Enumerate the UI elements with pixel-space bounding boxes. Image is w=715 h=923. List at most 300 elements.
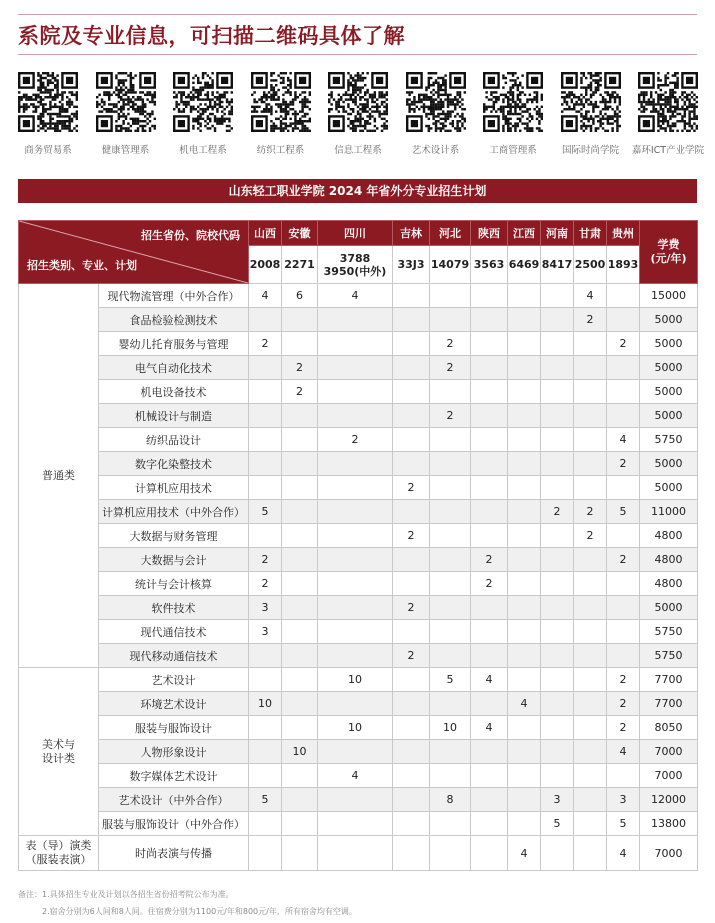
- province-header: 河南: [541, 221, 574, 246]
- department-label: 嘉环ICT产业学院: [631, 145, 705, 156]
- plan-count: 2: [607, 452, 640, 476]
- plan-count: 2: [249, 572, 282, 596]
- province-header: 甘肃: [574, 221, 607, 246]
- plan-count: [508, 740, 541, 764]
- school-code: 3563: [471, 246, 508, 284]
- plan-count: [574, 404, 607, 428]
- qr-code-icon: [173, 72, 233, 132]
- plan-count: [508, 620, 541, 644]
- plan-count: [393, 452, 430, 476]
- plan-count: [541, 764, 574, 788]
- plan-count: [318, 740, 393, 764]
- plan-count: [318, 500, 393, 524]
- department-label: 信息工程系: [334, 145, 382, 156]
- plan-count: [282, 452, 318, 476]
- plan-count: [574, 764, 607, 788]
- enrollment-plan-table: [18, 220, 698, 871]
- table-row: [19, 644, 698, 668]
- plan-count: 8: [430, 788, 471, 812]
- plan-count: 2: [318, 428, 393, 452]
- department-label: 国际时尚学院: [561, 145, 619, 156]
- plan-count: [393, 308, 430, 332]
- category-cell: [19, 836, 99, 871]
- plan-count: [574, 332, 607, 356]
- fee-header: [640, 221, 698, 284]
- plan-count: 2: [607, 692, 640, 716]
- plan-count: 2: [393, 476, 430, 500]
- plan-count: [393, 716, 430, 740]
- tuition-fee: 7700: [640, 692, 698, 716]
- plan-count: [318, 692, 393, 716]
- top-divider: [18, 14, 697, 15]
- plan-count: [249, 452, 282, 476]
- plan-count: [430, 476, 471, 500]
- footnotes: [18, 886, 357, 920]
- plan-count: 2: [430, 404, 471, 428]
- tuition-fee: 4800: [640, 548, 698, 572]
- table-row: [19, 764, 698, 788]
- tuition-fee: 7000: [640, 836, 698, 871]
- plan-count: [282, 596, 318, 620]
- category-cell: [19, 668, 99, 836]
- category-cell: [19, 284, 99, 668]
- plan-count: [508, 356, 541, 380]
- plan-count: [471, 596, 508, 620]
- plan-count: [430, 836, 471, 871]
- school-code-line: 3950(中外): [323, 264, 387, 278]
- major-name: 艺术设计（中外合作）: [99, 788, 249, 812]
- plan-count: 2: [393, 596, 430, 620]
- province-header: 贵州: [607, 221, 640, 246]
- plan-count: 4: [471, 716, 508, 740]
- school-code: 2271: [282, 246, 318, 284]
- table-row: [19, 716, 698, 740]
- corner-top-label: 招生省份、院校代码: [141, 229, 240, 242]
- major-name: 计算机应用技术: [99, 476, 249, 500]
- plan-count: 5: [430, 668, 471, 692]
- plan-count: [607, 356, 640, 380]
- plan-count: [318, 788, 393, 812]
- footnote-2: 2.宿舍分别为6人间和8人间。住宿费分别为1100元/年和800元/年，所有宿舍均有空调。: [42, 907, 357, 916]
- plan-count: [541, 428, 574, 452]
- plan-count: [318, 524, 393, 548]
- plan-count: [430, 500, 471, 524]
- footnote-1: 备注：1.具体招生专业及计划以各招生省份招考院公布为准。: [18, 890, 234, 899]
- plan-count: [471, 404, 508, 428]
- plan-count: 10: [282, 740, 318, 764]
- plan-count: [607, 764, 640, 788]
- plan-count: [249, 380, 282, 404]
- plan-count: [318, 596, 393, 620]
- plan-count: 2: [282, 380, 318, 404]
- province-header: 陕西: [471, 221, 508, 246]
- plan-count: [607, 476, 640, 500]
- department-qr-item: [164, 72, 242, 156]
- tuition-fee: 5000: [640, 476, 698, 500]
- plan-count: [393, 836, 430, 871]
- plan-count: [318, 476, 393, 500]
- plan-count: [471, 836, 508, 871]
- tuition-fee: 12000: [640, 788, 698, 812]
- plan-count: [249, 476, 282, 500]
- plan-count: 2: [430, 332, 471, 356]
- province-header: 江西: [508, 221, 541, 246]
- plan-title: 山东轻工职业学院 2024 年省外分专业招生计划: [18, 179, 697, 203]
- plan-count: 2: [607, 716, 640, 740]
- plan-count: [282, 548, 318, 572]
- school-code: 2008: [249, 246, 282, 284]
- plan-count: 2: [574, 308, 607, 332]
- major-name: 现代移动通信技术: [99, 644, 249, 668]
- plan-count: [541, 716, 574, 740]
- major-name: 大数据与会计: [99, 548, 249, 572]
- table-row: [19, 332, 698, 356]
- major-name: 计算机应用技术（中外合作）: [99, 500, 249, 524]
- plan-count: 2: [607, 548, 640, 572]
- tuition-fee: 5000: [640, 308, 698, 332]
- table-row: [19, 788, 698, 812]
- table-row: [19, 404, 698, 428]
- plan-count: 10: [249, 692, 282, 716]
- tuition-fee: 5000: [640, 380, 698, 404]
- plan-count: [471, 500, 508, 524]
- plan-count: [541, 692, 574, 716]
- tuition-fee: 7700: [640, 668, 698, 692]
- province-header: 河北: [430, 221, 471, 246]
- plan-count: [508, 524, 541, 548]
- plan-count: [430, 740, 471, 764]
- plan-count: [574, 476, 607, 500]
- plan-count: 10: [318, 716, 393, 740]
- major-name: 软件技术: [99, 596, 249, 620]
- plan-count: 3: [249, 620, 282, 644]
- plan-count: 2: [541, 500, 574, 524]
- qr-code-icon: [328, 72, 388, 132]
- department-label: 健康管理系: [101, 145, 150, 156]
- major-name: 统计与会计核算: [99, 572, 249, 596]
- plan-count: [282, 836, 318, 871]
- plan-count: [508, 812, 541, 836]
- plan-count: [574, 836, 607, 871]
- plan-count: [318, 572, 393, 596]
- table-row: [19, 836, 698, 871]
- plan-count: [541, 380, 574, 404]
- plan-count: [318, 356, 393, 380]
- plan-count: [508, 404, 541, 428]
- plan-count: [508, 644, 541, 668]
- major-name: 大数据与财务管理: [99, 524, 249, 548]
- plan-count: 4: [249, 284, 282, 308]
- plan-count: [393, 356, 430, 380]
- plan-count: [318, 548, 393, 572]
- department-label: 工商管理系: [489, 145, 537, 156]
- plan-count: [282, 788, 318, 812]
- tuition-fee: 5750: [640, 620, 698, 644]
- plan-count: [393, 692, 430, 716]
- department-qr-item: [87, 72, 165, 156]
- province-header: 安徽: [282, 221, 318, 246]
- major-name: 现代通信技术: [99, 620, 249, 644]
- department-qr-item: [319, 72, 397, 156]
- plan-count: [508, 332, 541, 356]
- department-qr-item: [9, 72, 87, 156]
- province-header: 四川: [318, 221, 393, 246]
- plan-count: [430, 812, 471, 836]
- plan-count: [393, 620, 430, 644]
- plan-count: [282, 668, 318, 692]
- plan-count: [471, 380, 508, 404]
- plan-count: [508, 476, 541, 500]
- department-label: 纺织工程系: [256, 145, 305, 156]
- table-row: [19, 308, 698, 332]
- plan-count: [541, 476, 574, 500]
- plan-table-body: [19, 284, 698, 871]
- plan-count: [471, 308, 508, 332]
- plan-count: [471, 692, 508, 716]
- plan-count: [607, 644, 640, 668]
- plan-count: [430, 284, 471, 308]
- tuition-fee: 4800: [640, 524, 698, 548]
- major-name: 数字媒体艺术设计: [99, 764, 249, 788]
- fee-header-label: [640, 238, 697, 266]
- plan-count: 2: [249, 332, 282, 356]
- plan-count: [393, 788, 430, 812]
- plan-count: [508, 380, 541, 404]
- corner-bottom-label: 招生类别、专业、计划: [27, 259, 137, 272]
- table-row: [19, 284, 698, 308]
- department-label: 商务贸易系: [24, 145, 72, 156]
- plan-count: [393, 572, 430, 596]
- plan-count: [508, 308, 541, 332]
- plan-count: [282, 812, 318, 836]
- plan-count: [541, 620, 574, 644]
- plan-count: 10: [430, 716, 471, 740]
- category-label: （服装表演）: [25, 853, 92, 866]
- plan-count: [393, 284, 430, 308]
- table-row: [19, 692, 698, 716]
- table-row: [19, 668, 698, 692]
- plan-count: 4: [607, 428, 640, 452]
- plan-count: [393, 764, 430, 788]
- plan-count: [471, 452, 508, 476]
- plan-count: 5: [541, 812, 574, 836]
- plan-count: [282, 404, 318, 428]
- table-row: [19, 548, 698, 572]
- plan-count: [471, 476, 508, 500]
- plan-count: [541, 404, 574, 428]
- plan-count: [471, 356, 508, 380]
- school-code: 8417: [541, 246, 574, 284]
- department-qr-item: [242, 72, 320, 156]
- plan-count: [282, 764, 318, 788]
- plan-count: [574, 788, 607, 812]
- qr-code-icon: [18, 72, 78, 132]
- plan-count: [249, 404, 282, 428]
- plan-count: [249, 716, 282, 740]
- table-row: [19, 812, 698, 836]
- qr-code-icon: [251, 72, 311, 132]
- plan-count: [393, 812, 430, 836]
- plan-count: [574, 548, 607, 572]
- plan-count: [393, 332, 430, 356]
- plan-count: 2: [393, 524, 430, 548]
- major-name: 艺术设计: [99, 668, 249, 692]
- plan-count: [574, 380, 607, 404]
- tuition-fee: 5750: [640, 428, 698, 452]
- plan-count: [282, 476, 318, 500]
- table-row: [19, 428, 698, 452]
- plan-count: [574, 356, 607, 380]
- plan-count: [607, 524, 640, 548]
- plan-count: [541, 740, 574, 764]
- plan-count: [471, 284, 508, 308]
- plan-count: 10: [318, 668, 393, 692]
- plan-count: 2: [430, 356, 471, 380]
- school-code-line: 3788: [339, 251, 371, 265]
- plan-count: 6: [282, 284, 318, 308]
- department-label: 艺术设计系: [411, 145, 460, 156]
- plan-count: [607, 380, 640, 404]
- major-name: 机械设计与制造: [99, 404, 249, 428]
- plan-count: 3: [607, 788, 640, 812]
- major-name: 电气自动化技术: [99, 356, 249, 380]
- tuition-fee: 5000: [640, 596, 698, 620]
- tuition-fee: 11000: [640, 500, 698, 524]
- plan-count: [471, 644, 508, 668]
- category-label: 设计类: [42, 751, 75, 765]
- plan-count: [508, 764, 541, 788]
- plan-count: [282, 524, 318, 548]
- plan-count: [574, 716, 607, 740]
- plan-count: [430, 380, 471, 404]
- plan-count: 2: [393, 644, 430, 668]
- plan-count: [318, 812, 393, 836]
- plan-count: [318, 644, 393, 668]
- plan-count: [393, 740, 430, 764]
- plan-count: 5: [607, 812, 640, 836]
- plan-count: [471, 764, 508, 788]
- plan-count: [249, 644, 282, 668]
- department-qr-item: [552, 72, 630, 156]
- qr-code-icon: [638, 72, 698, 132]
- plan-count: 2: [607, 332, 640, 356]
- plan-count: [607, 404, 640, 428]
- plan-count: [541, 452, 574, 476]
- major-name: 食品检验检测技术: [99, 308, 249, 332]
- plan-count: 4: [574, 284, 607, 308]
- plan-count: [430, 572, 471, 596]
- plan-count: [541, 836, 574, 871]
- plan-count: [430, 428, 471, 452]
- plan-count: [282, 644, 318, 668]
- table-row: [19, 476, 698, 500]
- plan-count: [282, 692, 318, 716]
- department-qr-item: [629, 72, 707, 156]
- plan-count: [574, 596, 607, 620]
- plan-count: [541, 524, 574, 548]
- major-name: 纺织品设计: [99, 428, 249, 452]
- plan-count: 4: [508, 836, 541, 871]
- plan-count: [541, 332, 574, 356]
- plan-count: [393, 548, 430, 572]
- province-header: 吉林: [393, 221, 430, 246]
- plan-count: [541, 308, 574, 332]
- plan-count: [318, 836, 393, 871]
- tuition-fee: 5000: [640, 452, 698, 476]
- plan-count: [471, 332, 508, 356]
- plan-count: [541, 596, 574, 620]
- major-name: 人物形象设计: [99, 740, 249, 764]
- plan-count: 2: [574, 500, 607, 524]
- plan-count: [249, 308, 282, 332]
- table-row: [19, 452, 698, 476]
- plan-count: [574, 740, 607, 764]
- plan-count: 2: [574, 524, 607, 548]
- tuition-fee: 5000: [640, 332, 698, 356]
- page-heading: 系院及专业信息，可扫描二维码具体了解: [18, 24, 405, 48]
- plan-count: [607, 620, 640, 644]
- plan-count: [541, 644, 574, 668]
- plan-count: [607, 596, 640, 620]
- plan-count: 2: [249, 548, 282, 572]
- heading-divider: [18, 54, 697, 55]
- plan-count: [574, 692, 607, 716]
- major-name: 现代物流管理（中外合作）: [99, 284, 249, 308]
- major-name: 服装与服饰设计: [99, 716, 249, 740]
- major-name: 机电设备技术: [99, 380, 249, 404]
- plan-count: [393, 404, 430, 428]
- plan-count: [249, 764, 282, 788]
- plan-count: [541, 668, 574, 692]
- plan-count: 4: [318, 284, 393, 308]
- plan-count: [318, 308, 393, 332]
- tuition-fee: 7000: [640, 740, 698, 764]
- plan-count: 2: [471, 572, 508, 596]
- tuition-fee: 5000: [640, 404, 698, 428]
- plan-count: [508, 572, 541, 596]
- plan-count: [249, 356, 282, 380]
- table-row: [19, 740, 698, 764]
- table-row: [19, 620, 698, 644]
- plan-count: [471, 788, 508, 812]
- plan-count: [282, 308, 318, 332]
- plan-count: [471, 812, 508, 836]
- plan-count: [541, 572, 574, 596]
- plan-count: [282, 332, 318, 356]
- qr-code-icon: [483, 72, 543, 132]
- plan-count: 4: [607, 740, 640, 764]
- plan-count: [541, 356, 574, 380]
- tuition-fee: 7000: [640, 764, 698, 788]
- plan-count: 2: [471, 548, 508, 572]
- plan-count: [393, 500, 430, 524]
- plan-count: [393, 380, 430, 404]
- plan-count: [282, 572, 318, 596]
- tuition-fee: 13800: [640, 812, 698, 836]
- school-code: 14079: [430, 246, 471, 284]
- plan-count: 4: [318, 764, 393, 788]
- tuition-fee: 5750: [640, 644, 698, 668]
- major-name: 婴幼儿托育服务与管理: [99, 332, 249, 356]
- plan-count: [249, 812, 282, 836]
- table-row: [19, 572, 698, 596]
- plan-count: [249, 740, 282, 764]
- plan-count: [508, 548, 541, 572]
- table-row: [19, 380, 698, 404]
- table-row: [19, 524, 698, 548]
- major-name: 服装与服饰设计（中外合作）: [99, 812, 249, 836]
- tuition-fee: 5000: [640, 356, 698, 380]
